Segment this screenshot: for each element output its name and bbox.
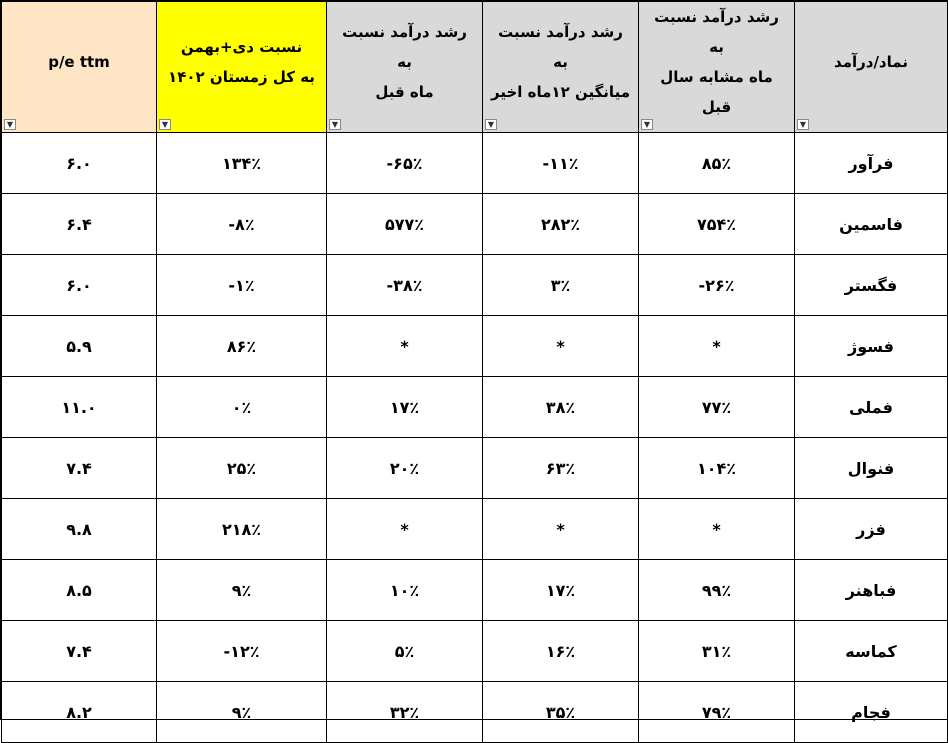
cell-growth-prev-month[interactable]: ۲۰٪ (327, 438, 483, 499)
cell-ratio[interactable]: ۰٪ (157, 377, 327, 438)
cell-ratio[interactable]: -۱۲٪ (157, 621, 327, 682)
cell-ratio[interactable]: ۲۵٪ (157, 438, 327, 499)
cell-growth-same-month[interactable]: ۳۱٪ (639, 621, 795, 682)
cell-growth-same-month[interactable]: ۸۵٪ (639, 133, 795, 194)
table-body (2, 133, 948, 743)
cell-ratio[interactable]: -۱٪ (157, 255, 327, 316)
cell-pe-ttm[interactable]: ۸.۲ (2, 682, 157, 743)
cell-ratio[interactable]: ۸۶٪ (157, 316, 327, 377)
filter-icon[interactable]: ▼ (159, 119, 171, 130)
cell-symbol[interactable]: فزر (795, 499, 948, 560)
cell-growth-same-month[interactable]: -۲۶٪ (639, 255, 795, 316)
cell-growth-12m-avg[interactable]: ۱۷٪ (483, 560, 639, 621)
header-pe-label: p/e ttm (48, 53, 110, 71)
header-ratio-winter[interactable] (157, 2, 327, 133)
table-row (2, 438, 948, 499)
cell-growth-12m-avg[interactable]: * (483, 316, 639, 377)
cell-growth-prev-month[interactable]: * (327, 499, 483, 560)
cell-symbol[interactable]: فجام (795, 682, 948, 743)
header-symbol[interactable] (795, 2, 948, 133)
cell-growth-same-month[interactable]: * (639, 499, 795, 560)
cell-pe-ttm[interactable]: ۶.۰ (2, 255, 157, 316)
cell-ratio[interactable]: ۲۱۸٪ (157, 499, 327, 560)
cell-pe-ttm[interactable]: ۷.۴ (2, 438, 157, 499)
dropdown-arrow-icon[interactable]: ▼ (641, 119, 653, 130)
table-row (2, 499, 948, 560)
dropdown-arrow-icon[interactable]: ▼ (485, 119, 497, 130)
cell-growth-prev-month[interactable]: * (327, 316, 483, 377)
header-row (2, 2, 948, 133)
dropdown-arrow-icon[interactable]: ▼ (329, 119, 341, 130)
cell-growth-same-month[interactable]: * (639, 316, 795, 377)
cell-growth-prev-month[interactable]: ۵۷۷٪ (327, 194, 483, 255)
cell-growth-prev-month[interactable]: ۱۷٪ (327, 377, 483, 438)
table-row (2, 133, 948, 194)
income-growth-table (1, 1, 948, 743)
cell-growth-12m-avg[interactable]: -۱۱٪ (483, 133, 639, 194)
cell-growth-same-month[interactable]: ۷۵۴٪ (639, 194, 795, 255)
cell-ratio[interactable]: ۱۳۴٪ (157, 133, 327, 194)
header-pe-ttm[interactable] (2, 2, 157, 133)
cell-symbol[interactable]: فنوال (795, 438, 948, 499)
cell-pe-ttm[interactable]: ۶.۴ (2, 194, 157, 255)
cell-symbol[interactable]: کماسه (795, 621, 948, 682)
cell-growth-12m-avg[interactable]: ۱۶٪ (483, 621, 639, 682)
table-row (2, 377, 948, 438)
cell-growth-prev-month[interactable]: -۳۸٪ (327, 255, 483, 316)
cell-growth-12m-avg[interactable]: ۳۵٪ (483, 682, 639, 743)
table-row (2, 255, 948, 316)
cell-growth-prev-month[interactable]: ۳۲٪ (327, 682, 483, 743)
cell-symbol[interactable]: فملی (795, 377, 948, 438)
header-symbol-label: نماد/درآمد (834, 53, 908, 71)
header-growth-prev-month[interactable] (327, 2, 483, 133)
cell-growth-12m-avg[interactable]: * (483, 499, 639, 560)
cell-pe-ttm[interactable]: ۸.۵ (2, 560, 157, 621)
cell-growth-12m-avg[interactable]: ۳٪ (483, 255, 639, 316)
cell-pe-ttm[interactable]: ۹.۸ (2, 499, 157, 560)
cell-symbol[interactable]: فسوژ (795, 316, 948, 377)
cell-growth-prev-month[interactable]: -۶۵٪ (327, 133, 483, 194)
cell-growth-12m-avg[interactable]: ۲۸۲٪ (483, 194, 639, 255)
table-row (2, 316, 948, 377)
cell-ratio[interactable]: ۹٪ (157, 560, 327, 621)
cell-growth-12m-avg[interactable]: ۶۳٪ (483, 438, 639, 499)
cell-growth-prev-month[interactable]: ۱۰٪ (327, 560, 483, 621)
header-growth-12m-avg-label: رشد درآمد نسبت به میانگین ۱۲ماه اخیر (491, 23, 630, 101)
header-growth-same-month-label: رشد درآمد نسبت به ماه مشابه سال قبل (654, 8, 779, 116)
header-growth-12m-avg[interactable] (483, 2, 639, 133)
table-row (2, 621, 948, 682)
cell-growth-12m-avg[interactable]: ۳۸٪ (483, 377, 639, 438)
cell-pe-ttm[interactable]: ۱۱.۰ (2, 377, 157, 438)
header-growth-prev-month-label: رشد درآمد نسبت به ماه قبل (342, 23, 467, 101)
cell-ratio[interactable]: -۸٪ (157, 194, 327, 255)
cell-symbol[interactable]: فباهنر (795, 560, 948, 621)
table-row (2, 194, 948, 255)
header-growth-same-month-last-year[interactable] (639, 2, 795, 133)
cell-ratio[interactable]: ۹٪ (157, 682, 327, 743)
cell-symbol[interactable]: فگستر (795, 255, 948, 316)
cell-pe-ttm[interactable]: ۶.۰ (2, 133, 157, 194)
table-row (2, 560, 948, 621)
cell-growth-same-month[interactable]: ۹۹٪ (639, 560, 795, 621)
table-row (2, 682, 948, 743)
cell-pe-ttm[interactable]: ۷.۴ (2, 621, 157, 682)
cell-growth-prev-month[interactable]: ۵٪ (327, 621, 483, 682)
cell-symbol[interactable]: فرآور (795, 133, 948, 194)
dropdown-arrow-icon[interactable]: ▼ (797, 119, 809, 130)
header-ratio-label: نسبت دی+بهمن به کل زمستان ۱۴۰۲ (168, 38, 315, 86)
cell-growth-same-month[interactable]: ۷۹٪ (639, 682, 795, 743)
filter-icon[interactable]: ▼ (4, 119, 16, 130)
cell-symbol[interactable]: فاسمین (795, 194, 948, 255)
cell-growth-same-month[interactable]: ۱۰۴٪ (639, 438, 795, 499)
cell-pe-ttm[interactable]: ۵.۹ (2, 316, 157, 377)
cell-growth-same-month[interactable]: ۷۷٪ (639, 377, 795, 438)
